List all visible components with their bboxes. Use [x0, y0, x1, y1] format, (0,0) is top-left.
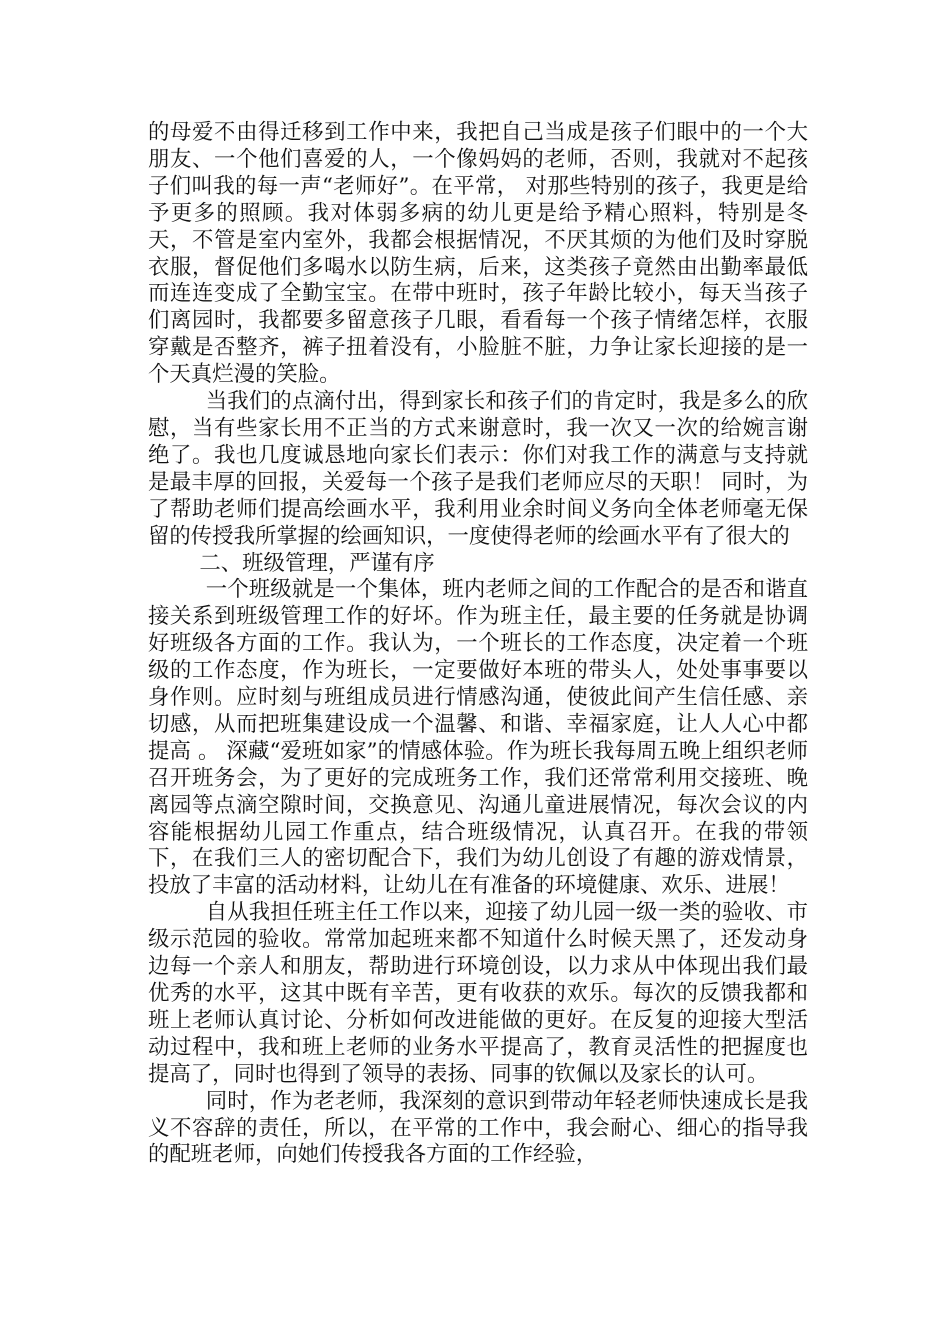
paragraph-inspections: 自从我担任班主任工作以来，迎接了幼儿园一级一类的验收、市级示范园的验收。常常加起班来都不知道什么时候天黑了，还发动身边每一个亲人和朋友，帮助进行环境创设，以力求从中体现出我们最优秀的水平，这其中既有辛苦，更有收获的欢乐。每次的反馈我都和班上老师认真讨论、分析如何改进能做的更好。在反复的迎接大型活动过程中，我和班上老师的业务水平提高了，教育灵活性的把握度也提高了，同时也得到了领导的表扬、同事的钦佩以及家长的认可。	[148, 900, 808, 1087]
section-heading-class-management: 二、班级管理，严谨有序	[199, 550, 435, 576]
paragraph-class-collective: 一个班级就是一个集体，班内老师之间的工作配合的是否和谐直接关系到班级管理工作的好坏。作为班主任，最主要的任务就是协调好班级各方面的工作。我认为，一个班长的工作态度，决定着一个班级的工作态度，作为班长，一定要做好本班的带头人，处处事事要以身作则。应时刻与班组成员进行情感沟通，使彼此间产生信任感、亲切感，从而把班集建设成一个温馨、和谐、幸福家庭，让人人心中都提高 。 深藏“爱班如家”的情感体验。作为班长我每周五晚上组织老师召开班务会，为了更好的完成班务工作，我们还常常利用交接班、晚离园等点滴空隙时间，交换意见、沟通儿童进展情况，每次会议的内容能根据幼儿园工作重点，结合班级情况，认真召开。在我的带领下，在我们三人的密切配合下，我们为幼儿创设了有趣的游戏情景，投放了丰富的活动材料，让幼儿在有准备的环境健康、欢乐、进展！	[148, 577, 808, 899]
paragraph-mentoring: 同时，作为老老师，我深刻的意识到带动年轻老师快速成长是我义不容辞的责任，所以，在平常的工作中，我会耐心、细心的指导我的配班老师，向她们传授我各方面的工作经验，	[148, 1088, 808, 1168]
document-page	[148, 120, 808, 1169]
paragraph-parent-recognition: 当我们的点滴付出，得到家长和孩子们的肯定时，我是多么的欣慰，当有些家长用不正当的方式来谢意时，我一次又一次的给婉言谢绝了。我也几度诚恳地向家长们表示：你们对我工作的满意与支持就是最丰厚的回报，关爱每一个孩子是我们老师应尽的天职！ 同时，为了帮助老师们提高绘画水平，我利用业余时间义务向全体老师毫无保留的传授我所掌握的绘画知识，一度使得老师的绘画水平有了很大的	[148, 389, 808, 549]
paragraph-continuation: 的母爱不由得迁移到工作中来，我把自己当成是孩子们眼中的一个大朋友、一个他们喜爱的人，一个像妈妈的老师，否则，我就对不起孩子们叫我的每一声“老师好”。在平常， 对那些特别的孩子，我更是给予更多的照顾。我对体弱多病的幼儿更是给予精心照料，特别是冬天，不管是室内室外，我都会根据情况，不厌其烦的为他们及时穿脱衣服，督促他们多喝水以防生病，后来，这类孩子竟然由出勤率最低而连连变成了全勤宝宝。在带中班时，孩子年龄比较小，每天当孩子们离园时，我都要多留意孩子几眼，看看每一个孩子情绪怎样，衣服穿戴是否整齐，裤子扭着没有，小脸脏不脏，力争让家长迎接的是一个天真烂漫的笑脸。	[148, 120, 808, 388]
